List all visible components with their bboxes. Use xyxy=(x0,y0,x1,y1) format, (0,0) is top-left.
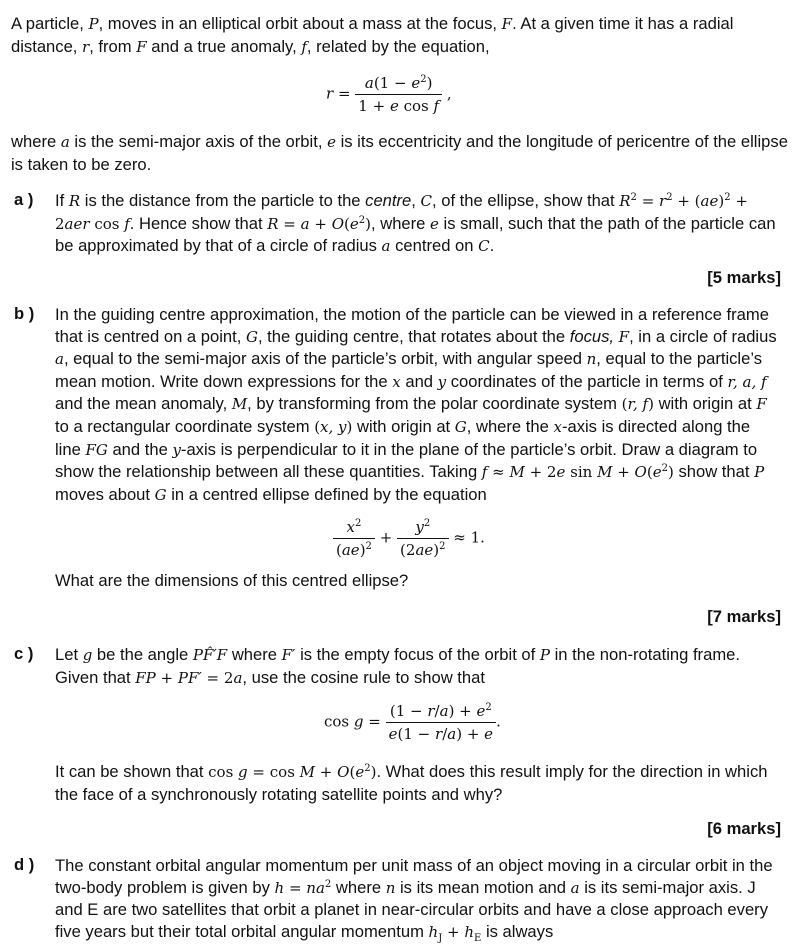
intro-paragraph: A particle, P, moves in an elliptical orbit about a mass at the focus, F. At a given time it has a radial distance, r, from F and a true anomaly, f, related by the equation, xyxy=(11,14,734,56)
cosine-equation: cos g = $\frac{(1 - r/a) + e^2}{e(1 - r/a) + e}$ . xyxy=(324,702,501,743)
part-b-question: What are the dimensions of this centred ellipse? xyxy=(55,571,409,590)
part-d-text: The constant orbital angular momentum per unit mass of an object moving in a circular orbit in the two-body problem is given by $h = na^2$ where n is its mean motion and a is its semi-major axis. J and E are two satellites that orbit a planet in near-circular orbits and have a close approach every five years but their total orbital angular momentum $h_J + h_E$ is always xyxy=(55,856,773,944)
part-d-label: d ) xyxy=(14,855,35,874)
part-c-marks: [6 marks] xyxy=(707,819,781,838)
part-a-marks: [5 marks] xyxy=(707,268,781,287)
part-a-label: a ) xyxy=(14,190,34,209)
part-a-text: If R is the distance from the particle to the centre, C, of the ellipse, show that $R^2 = r^2 + (ae)^2 + 2aer$ cos f. Hence show that $R = a + O(e^2)$, where e is small, such that the path of the particle can be approximated by that of a circle of radius a centred on C. xyxy=(55,191,776,256)
ellipse-equation: $\frac{x^2}{(ae)^2}$ + $\frac{y^2}{(2ae)^2}$ ≈ 1. xyxy=(333,516,485,561)
part-c-text: Let g be the angle PF̂′F where F′ is the empty focus of the orbit of P in the non-rotating frame. Given that FP + PF′ = 2a, use the cosine rule to show that xyxy=(55,645,740,687)
intro-definitions: where a is the semi-major axis of the orbit, e is its eccentricity and the longitude of pericentre of the ellipse is taken to be zero. xyxy=(11,132,788,174)
part-b-text: In the guiding centre approximation, the motion of the particle can be viewed in a reference frame that is centred on a point, G, the guiding centre, that rotates about the focus, F, in a circle of radius a, equal to the semi-major axis of the particle’s orbit, with angular speed n, equal to the particle’s mean motion. Write down expressions for the x and y coordinates of the particle in terms of r, a, f and the mean anomaly, M, by transforming from the polar coordinate system (r, f) with origin at F to a rectangular coordinate system (x, y) with origin at G, where the x-axis is directed along the line FG and the y-axis is perpendicular to it in the plane of the particle’s orbit. Draw a diagram to show the relationship between all these quantities. Taking f ≈ M + 2e $\sin M + O(e^2)$ show that P moves about G in a centred ellipse defined by the equation xyxy=(55,305,777,504)
part-b-marks: [7 marks] xyxy=(707,607,781,626)
orbit-equation: r = $\frac{a(1 - e^2)}{\text{1 + e cos f}}$ , xyxy=(326,74,452,115)
part-c-followup: It can be shown that $\cos g = \cos M + O(e^2)$. What does this result imply for the direction in which the face of a synchronously rotating satellite points and why? xyxy=(55,762,768,804)
part-b-label: b ) xyxy=(14,304,35,323)
part-c-label: c ) xyxy=(14,644,34,663)
